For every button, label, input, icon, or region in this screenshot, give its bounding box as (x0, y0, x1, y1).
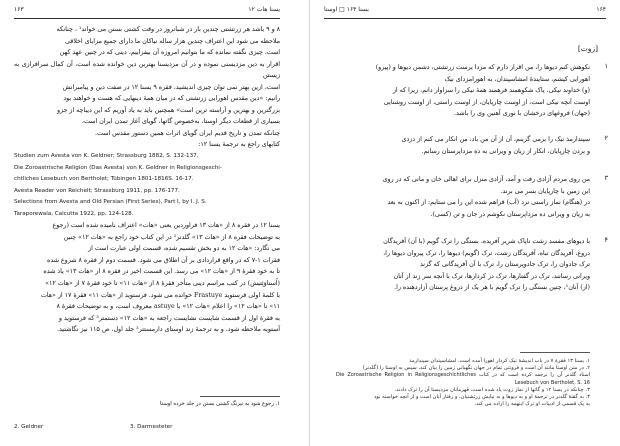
text-line: (اُستاوَئِتیش) در کتب مراسم دینی متأخر فقرهٔ ۸ از «هات ۱۱» تا خود فقرهٔ ۷ از «هات ۱۲» (45, 280, 280, 288)
text-line: در (هنگام) نماز راستی نزد (آب) فراهم شده این را می ستایم: از اکنون به بعد (387, 199, 590, 207)
source-entry: Taraporewala, Calcutta 1922, pp. 124-128. (14, 210, 134, 217)
verse-text (336, 134, 590, 157)
left-header-rule (14, 18, 280, 19)
text-line: به فقرهٔ اول از قسمت شایست نشایست راجعه به «هات ۱۲» دستمتر³ که فرستوید و (58, 314, 280, 322)
source-entry: Avesta Reader von Reichelt; Strassburg 1911, pp. 176-177. (14, 187, 180, 194)
sources-heading: کتابهای راجع به ترجمهٔ یسنا ۱۲: (198, 141, 280, 149)
text-line: چنانکه تمدن و تاریخ قدیم ایران گویای اثرات همین دستور مقدس است. (94, 129, 280, 137)
verse-number: ۳ (604, 174, 608, 182)
text-line: و بردن چارپایان، انکار از زیان و ویرانی به ده مزداپرستان رسانم. (421, 147, 590, 155)
text-line: اقرار به دین مزدیسنی نموده و در آن مزدیسنا بهترین دین خوانده شده است، آن کمال سرافرازی به زیستن (14, 60, 280, 80)
footnote: ۲. در متن اوستا مانند آن است و فروتنی تمام در جهان نگهبانی زمین را بیان کند، سپس به اوستا را (گلدنر) (362, 365, 590, 372)
text-line: اوست آنچه نیکی است، از اوست چارپایان، از اوست راستی، از اوست روشنایی (383, 98, 590, 106)
text-line: اهورایی کیشم، ستایندهٔ امشاسپندان، به اهورامزدای نیک (444, 75, 590, 83)
footnote-darmesteter: 3. Darmesteter (130, 424, 173, 430)
source-entry: chtliches Lesebuch von Bertholet; Tübingen 1801-1816S. 16-17. (14, 176, 194, 183)
section-title: [زوت] (577, 44, 598, 53)
text-line: ملاحظه می شود این اعتراف چندین هزار ساله نیاکان ما دارای جمیع مزایای اخلاقی (64, 37, 280, 45)
text-line: (جهان) فروغهای درخشان با نوری آهنین وی را باشد. (453, 110, 590, 118)
text-line: است، چیزی نگفته نمانده که ما بتوانیم امروزه آن بیفزاییم، دینی که در چنین عهد کهن (59, 49, 280, 57)
source-entry: Studien zum Avesta von K. Geldner; Strassburg 1882, S. 132-137. (14, 153, 199, 160)
text-line: است، ازین بهتر نمی توان چیزی اندیشید، فقره ۹ یسنا ۱۲ در صفت دین و پیامبرانش (62, 83, 280, 91)
footnote: به یک قسمی از ادبیات او ترک اینهمه را اراده می کند. (474, 401, 590, 408)
verse-text (336, 174, 590, 220)
footnote: استاد گلدنر آن را ترجمه کرده است که در کتاب Die Zoroastrische Religion in Religionsgeschichtliches Lesebuch von Bertholet, S. 16 (336, 372, 590, 386)
left-running-head: یسنا هات ۱۲ (248, 6, 280, 13)
left-footnote: ۱. رجوع شود به نیرنگ کشتی بستن در جلد خرده اوستا (160, 401, 280, 407)
footnote: ۱. یسنا ۱۳ فقرهٔ ۷ در باب اندیشهٔ نیک کردار اهورا آمده است. امشاسپندان سپندارمذ (409, 358, 590, 364)
text-line: با دیوهای مفسد زشت ناپاک شریر آفریده، بستگی را ترک گویم (با آن) آفریدگان (383, 238, 590, 245)
verse-number: ۴ (604, 236, 608, 244)
text-line: سپندارمذ نیک را برمی گزینم، آن از آن من باد، من انکار می کنم از دزدی (401, 136, 590, 143)
text-line: ۸ و ۹ باشد هر زرتشتی چندین بار در شبانروز در وقت کشتی بستن می خواند¹ ، چنانکه (56, 26, 280, 33)
left-footnote-rule (200, 396, 280, 397)
text-line: رانیم: «دین مقدس اهورایی زرتشتی که در میان همهٔ دینهایی که هست و خواهند بود (63, 95, 280, 103)
footnote: ۴. به گفتهٔ گلدنر در ترجمهٔ او و به دیوها و به نیایش زرتشتیان، و رفتار آنان است و از آنچه خواسته بود (373, 394, 590, 401)
text-line: ترک جادوان را، ترک جادوپرستان را، ترک با آن آفریدگانی که گزند (419, 261, 590, 269)
text-line: تا به خود فقرهٔ ۹ از «هات ۱۲» می رسد. این قسمت اخیر در فقره ۸ از «هات ۱۳» یاد شده (43, 268, 280, 276)
text-line: به توضیحات فقره ۸ از «هات ۱۳» گلدنر² در این کتاب خود راجع به «هات ۱۲» چنین (63, 233, 280, 241)
verse-text (336, 236, 590, 294)
right-footnote-rule (520, 352, 590, 353)
text-line: (و) خداوند نیکی، پاک شکوهمند فرهمند همهٔ نیکی را سزاوار دانم، زیرا که از (392, 87, 590, 95)
text-line: من روی مردم آزادی رفت و آمد، آزادی منزل برای اهالی خان و مانی که در روی (382, 176, 590, 183)
text-line: می نگارد: «هات ۱۲ به دو بخش تقسیم شده، قسمت اولی عبارت است از (88, 245, 280, 253)
source-entry: Die Zoroastrische Religion (Das Avesta) von K. Geldner in Religionsgeschi- (14, 164, 222, 171)
text-line: آستویه ملاحظه شود، و به ترجمهٔ زند اوستای دارمستتر³ جلد اول، ص ۱۱۵ نیز نگاشتید. (57, 326, 280, 334)
text-line: نکوهش کنم دیوها را، من اقرار دارم که مزدا پرست زرتشتی، دشمن دیوها و (پیرو) (375, 64, 590, 71)
right-footnotes (336, 358, 590, 408)
sources-list (14, 151, 280, 220)
text-line: این زمین با چارپایان بسر می برند. (500, 187, 590, 195)
text-line: ویرانی رسانند، ترک در گفتارها، ترک در کردارها، ترک با آنچه سر زند از آنان (393, 272, 590, 280)
right-page (310, 0, 620, 446)
text-line: با کلمهٔ اولی فرستوید Frastuye خوانده می شود. فرستوید از «هات ۱۱» فقرهٔ ۱۷ از «هات (40, 291, 280, 299)
text-line: به زیان و ویرانی ده مزداپرستان نکوشم در جان و تن (کسی). (430, 210, 590, 218)
text-line: دروغ، آفریدگان تباه، آفریدگان زشت، ترک (گویم) دیوها را، ترک پیروان دیوها را، (383, 249, 590, 257)
right-page-number: ۱۶۴ (596, 6, 606, 13)
footnote: ۳. چنانکه در یسنا ۱۲ و گاتها از نماز زوت یاد شده است، قهرمانان مزدیسنا آن را ترک دادند. (394, 386, 590, 393)
text-line: بسیاری از قطعات دیگر اوستا، به‌خصوص گاتها، گویای آغاز تمدن ایران است، (81, 118, 280, 126)
left-paragraph-2 (14, 220, 280, 335)
right-header-rule (324, 18, 606, 19)
text-line: یسنا ۱۲ در فقره ۸ از «هات ۱۳ فراوردین یعنی «هات» اعتراف نامیده شده است (رجوع (52, 222, 280, 230)
text-line: بزرگترین و بهترین و آراسته ترین است» همچنین باید به یاد آوریم که این دیباچه از جزو (56, 106, 280, 114)
left-page-number: ۱۶۳ (14, 6, 24, 13)
verse-number: ۲ (604, 134, 608, 142)
text-line: فقرات ۱-۷ که در واقع قراردادی بر آن اطلاق می شود. قسمت دوم از فقره ۸ شروع شده (47, 256, 280, 264)
source-entry: Selections from Avesta and Old Persian (First Series), Part I, by I. J. S. (14, 199, 207, 206)
left-body (14, 24, 280, 336)
left-paragraph-1 (14, 24, 280, 139)
right-running-head: یسنا ۱۶۴ □ اوستا (324, 6, 369, 13)
footnote-geldner: 2. Geldner (14, 424, 44, 430)
text-line: (از) آنان¹، چنین بستگی را ترک گویم با هر یک از دروغ پرستان آزاردهنده را. (394, 284, 590, 292)
verse-text (336, 62, 590, 120)
verse-number: ۱ (604, 62, 608, 70)
text-line: ۱۱» تا «هات ۱۲» را اعلام «هات ۱۲» با astuye معروف است، و به توضیحات فقرهٔ ۸ (56, 303, 280, 311)
